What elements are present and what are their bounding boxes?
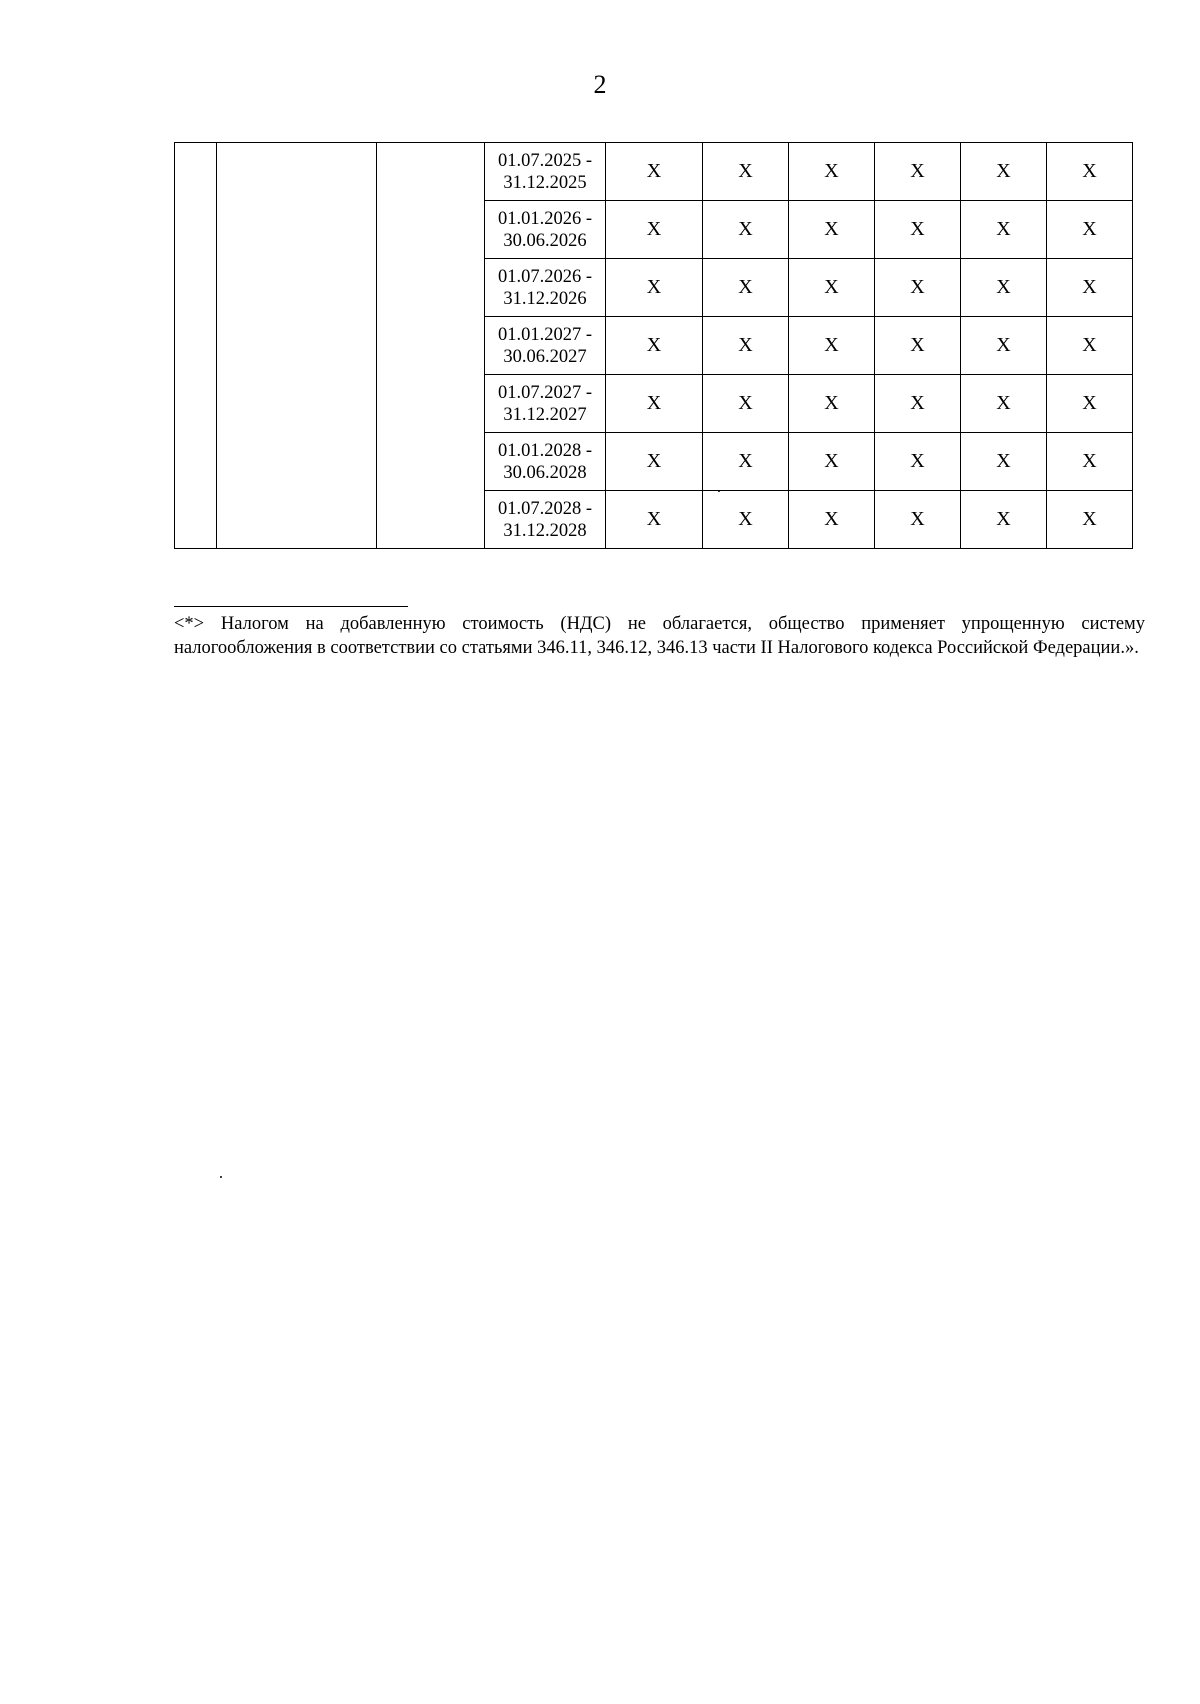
period-start: 01.01.2027 -	[497, 324, 593, 345]
period-end: 31.12.2025	[503, 172, 587, 193]
table-row	[175, 143, 1133, 201]
period-cell	[485, 375, 606, 433]
merged-empty-cell	[377, 143, 485, 549]
period-cell	[485, 317, 606, 375]
mark-cell: X	[703, 375, 789, 433]
mark-cell: X	[1047, 317, 1133, 375]
period-end: 31.12.2028	[503, 520, 587, 541]
page-number: 2	[593, 70, 607, 99]
period-cell	[485, 433, 606, 491]
period-start: 01.07.2028 -	[497, 498, 593, 519]
mark-cell: X	[875, 201, 961, 259]
period-end: 31.12.2026	[503, 288, 587, 309]
mark-cell: X	[875, 143, 961, 201]
period-end: 30.06.2026	[503, 230, 587, 251]
mark-cell: X	[961, 317, 1047, 375]
tariff-table	[174, 142, 1133, 549]
period-cell	[485, 143, 606, 201]
mark-cell: X	[606, 201, 703, 259]
period-end: 30.06.2027	[503, 346, 587, 367]
mark-cell: X	[961, 259, 1047, 317]
mark-cell: X	[789, 317, 875, 375]
period-start: 01.07.2027 -	[497, 382, 593, 403]
mark-cell: X	[606, 143, 703, 201]
mark-cell: X	[606, 491, 703, 549]
mark-cell: X	[789, 143, 875, 201]
mark-cell: X	[789, 201, 875, 259]
period-end: 31.12.2027	[503, 404, 587, 425]
mark-cell: X	[961, 491, 1047, 549]
mark-cell: X	[1047, 491, 1133, 549]
mark-cell: X	[961, 201, 1047, 259]
scan-speck	[220, 1176, 222, 1178]
mark-cell: X	[606, 259, 703, 317]
mark-cell: X	[789, 375, 875, 433]
mark-cell: X	[875, 259, 961, 317]
mark-cell: X	[703, 433, 789, 491]
mark-cell: X	[875, 317, 961, 375]
mark-cell: X	[703, 259, 789, 317]
mark-cell: X	[875, 375, 961, 433]
mark-cell: X	[961, 143, 1047, 201]
period-start: 01.07.2026 -	[497, 266, 593, 287]
merged-empty-cell	[217, 143, 377, 549]
period-start: 01.07.2025 -	[497, 150, 593, 171]
mark-cell: X	[606, 375, 703, 433]
mark-cell: X	[961, 433, 1047, 491]
mark-cell: X	[1047, 259, 1133, 317]
period-start: 01.01.2026 -	[497, 208, 593, 229]
period-cell	[485, 201, 606, 259]
mark-cell: X	[703, 143, 789, 201]
mark-cell: X	[875, 491, 961, 549]
mark-cell: X	[1047, 375, 1133, 433]
mark-cell: X	[789, 259, 875, 317]
period-start: 01.01.2028 -	[497, 440, 593, 461]
table-body	[175, 143, 1133, 549]
mark-cell: X	[961, 375, 1047, 433]
period-cell	[485, 491, 606, 549]
footnote-separator	[174, 606, 408, 607]
scan-speck	[718, 490, 720, 492]
mark-cell: X	[1047, 433, 1133, 491]
period-end: 30.06.2028	[503, 462, 587, 483]
footnote-text: <*> Налогом на добавленную стоимость (НДС) не облагается, общество применяет упрощенную систему налогообложения в соответствии со статьями 346.11, 346.12, 346.13 части II Налогового кодекса Российской Федерации.».	[174, 614, 1145, 658]
mark-cell: X	[703, 201, 789, 259]
mark-cell: X	[606, 317, 703, 375]
mark-cell: X	[1047, 201, 1133, 259]
merged-empty-cell	[175, 143, 217, 549]
mark-cell: X	[606, 433, 703, 491]
mark-cell: X	[1047, 143, 1133, 201]
mark-cell: X	[789, 433, 875, 491]
mark-cell: X	[875, 433, 961, 491]
mark-cell: X	[703, 317, 789, 375]
mark-cell: X	[789, 491, 875, 549]
period-cell	[485, 259, 606, 317]
mark-cell: X	[703, 491, 789, 549]
